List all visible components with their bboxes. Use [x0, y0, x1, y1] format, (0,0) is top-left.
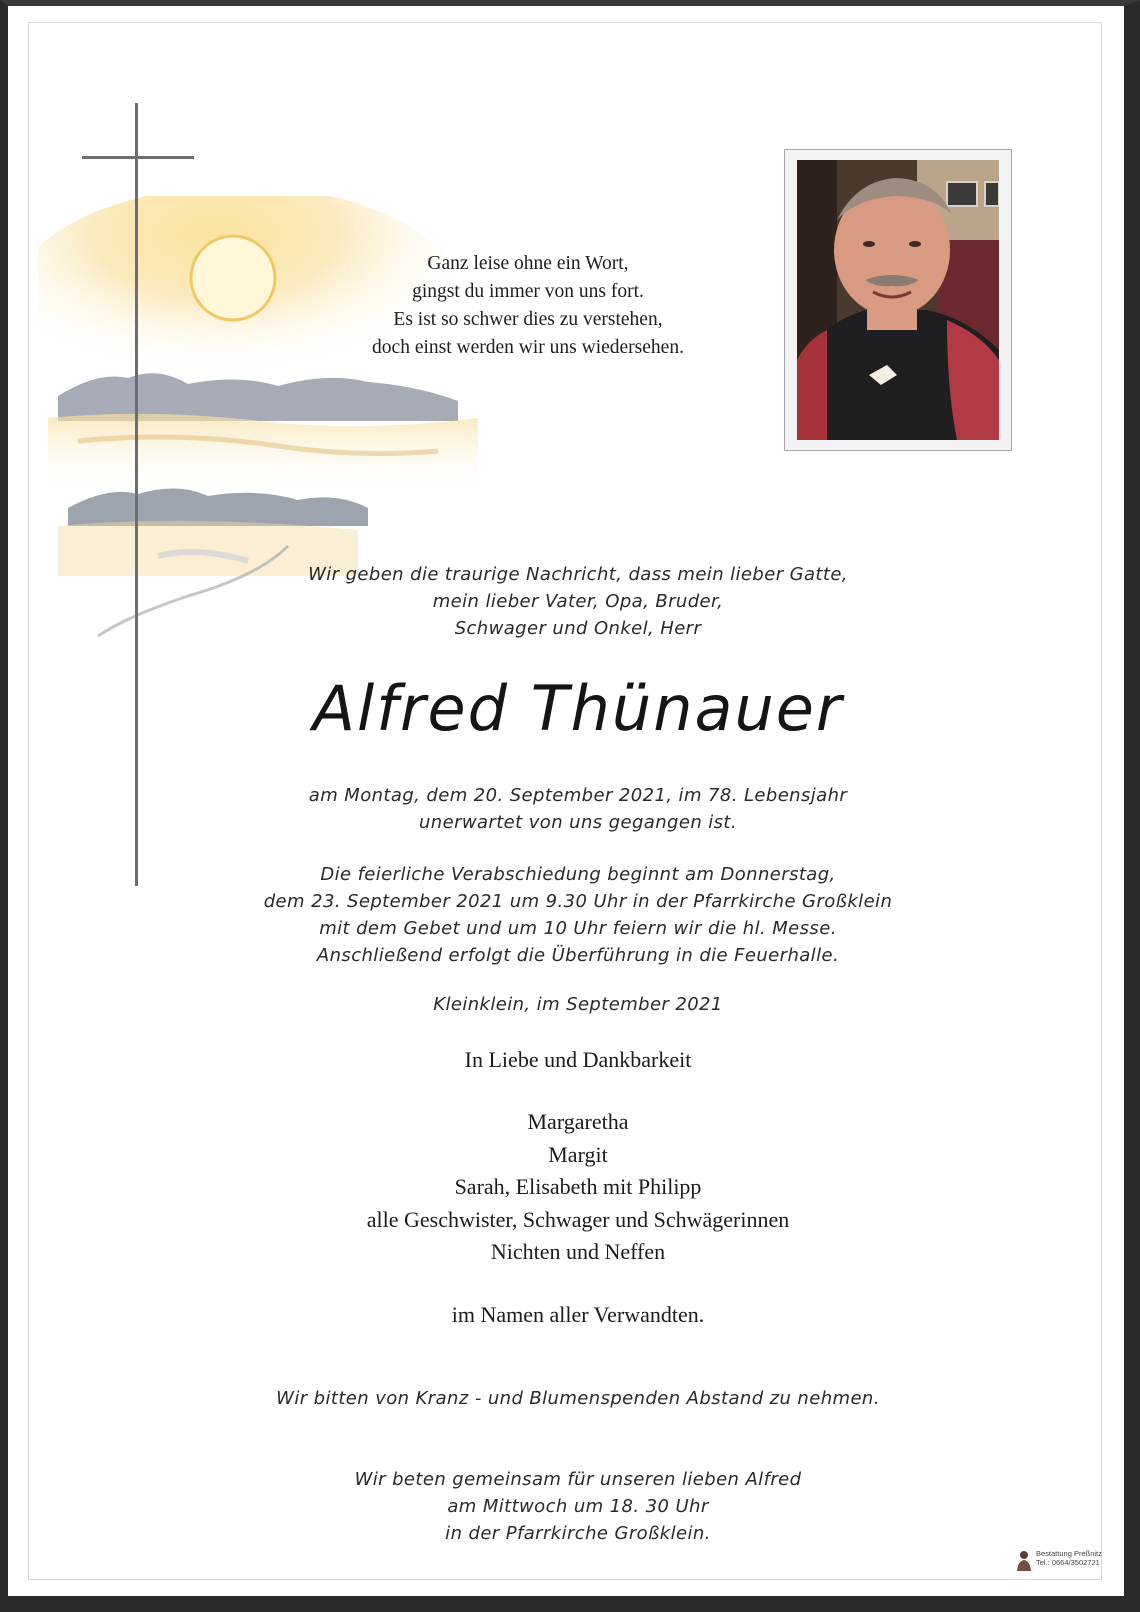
mourner: Sarah, Elisabeth mit Philipp — [454, 1174, 702, 1199]
mourners-list — [8, 1106, 1140, 1269]
deceased-name: Alfred Thünauer — [312, 672, 844, 745]
death-notice — [8, 782, 1140, 836]
place-date: Kleinklein, im September 2021 — [433, 994, 723, 1015]
service-line: Die feierliche Verabschiedung beginnt am Donnerstag, — [320, 864, 836, 885]
service-line: mit dem Gebet und um 10 Uhr feiern wir die hl. Messe. — [319, 918, 837, 939]
undertaker-stamp — [1014, 1549, 1118, 1577]
portrait-photo — [797, 160, 999, 440]
portrait-frame — [784, 149, 1012, 451]
undertaker-name: Bestattung Preßnitz — [1036, 1549, 1102, 1558]
death-notice-line: unerwartet von uns gegangen ist. — [418, 812, 738, 833]
service-line: dem 23. September 2021 um 9.30 Uhr in der Pfarrkirche Großklein — [263, 891, 893, 912]
prayer-notice — [8, 1466, 1140, 1547]
poem — [318, 250, 738, 362]
mourner: Margit — [548, 1141, 608, 1167]
prayer-line: Wir beten gemeinsam für unseren lieben Alfred — [354, 1469, 802, 1490]
announcement-line: Schwager und Onkel, Herr — [454, 618, 702, 639]
cross-horizontal-bar — [82, 156, 194, 159]
announcement — [8, 561, 1140, 642]
mourner: Nichten und Neffen — [490, 1239, 666, 1264]
announcement-line: mein lieber Vater, Opa, Bruder, — [432, 591, 724, 612]
portrait-illustration — [797, 160, 999, 440]
service-details — [8, 861, 1140, 969]
announcement-line: Wir geben die traurige Nachricht, dass mein lieber Gatte, — [308, 564, 848, 585]
mourner: alle Geschwister, Schwager und Schwägerinnen — [366, 1206, 790, 1232]
poem-line: gingst du immer von uns fort. — [412, 281, 644, 302]
prayer-line: in der Pfarrkirche Großklein. — [445, 1523, 711, 1544]
undertaker-phone: Tel.: 0664/3502721 — [1036, 1558, 1100, 1567]
death-notice-line: am Montag, dem 20. September 2021, im 78. Lebensjahr — [308, 785, 848, 806]
closing-phrase: In Liebe und Dankbarkeit — [464, 1047, 692, 1072]
cross-vertical-bar — [135, 103, 138, 886]
poem-line: Es ist so schwer dies zu verstehen, — [393, 309, 663, 330]
undertaker-text — [1036, 1549, 1102, 1567]
poem-line: doch einst werden wir uns wiedersehen. — [372, 337, 684, 358]
mourner: Margaretha — [527, 1109, 629, 1134]
poem-line: Ganz leise ohne ein Wort, — [427, 253, 629, 274]
flower-request: Wir bitten von Kranz - und Blumenspenden Abstand zu nehmen. — [276, 1388, 880, 1409]
service-line: Anschließend erfolgt die Überführung in die Feuerhalle. — [316, 945, 840, 966]
undertaker-logo-icon — [1014, 1549, 1034, 1573]
relatives-line: im Namen aller Verwandten. — [451, 1302, 705, 1327]
prayer-line: am Mittwoch um 18. 30 Uhr — [447, 1496, 709, 1517]
